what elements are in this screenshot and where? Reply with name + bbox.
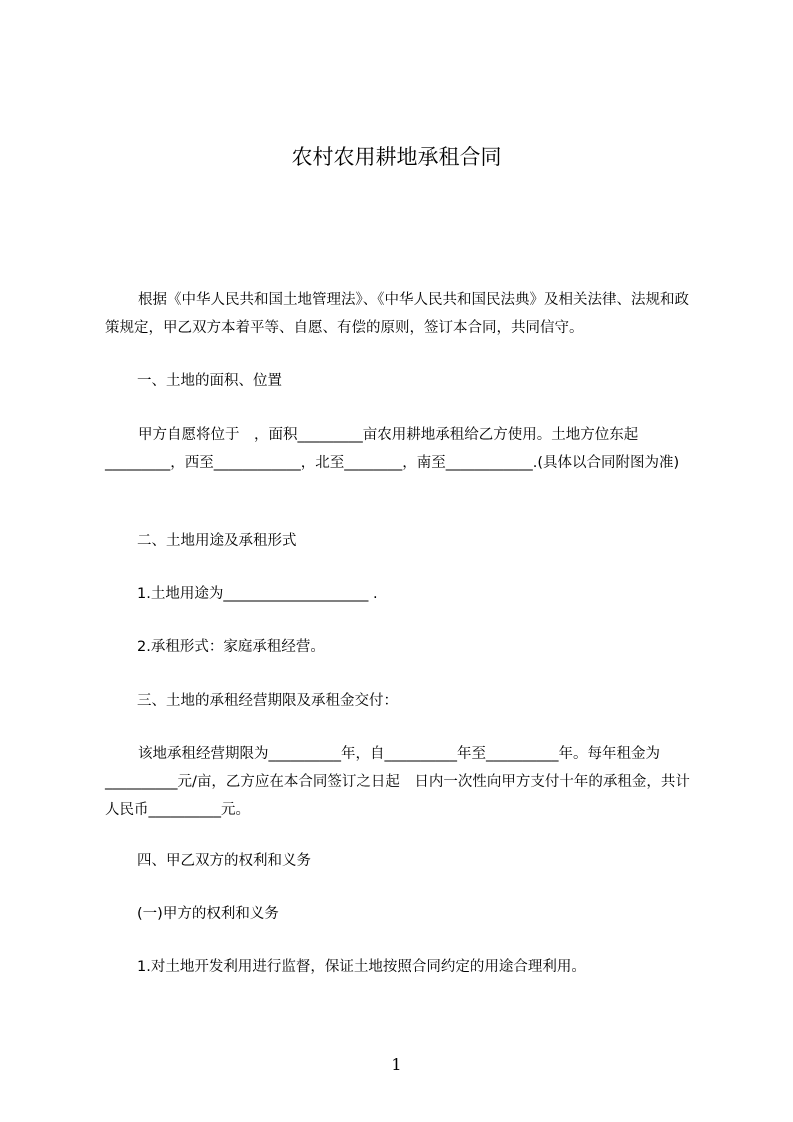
- section-3-body: 该地承租经营期限为__________年，自__________年至__________年。每年租金为__________元/亩，乙方应在本合同签订之日起 日内一次性向甲方支付十年的承租金，共计人民币__________元。: [105, 746, 690, 818]
- section-4-item-1: 1.对土地开发利用进行监督，保证土地按照合同约定的用途合理利用。: [137, 959, 586, 975]
- section-2-item-2: 2.承租形式：家庭承租经营。: [137, 639, 325, 655]
- document-title: 农村农用耕地承租合同: [291, 145, 502, 169]
- section-4-heading: 四、甲乙双方的权利和义务: [137, 853, 311, 869]
- section-1-body: 甲方自愿将位于 ，面积_________亩农用耕地承租给乙方使用。土地方位东起_________，西至____________，北至________，南至____________.(具体以合同附图为准): [105, 427, 680, 471]
- page-number: 1: [391, 1055, 402, 1074]
- section-2-item-1: 1.土地用途为____________________ .: [137, 586, 378, 602]
- section-2-heading: 二、土地用途及承租形式: [137, 533, 297, 549]
- section-1-heading: 一、土地的面积、位置: [137, 373, 282, 389]
- section-3-heading: 三、土地的承租经营期限及承租金交付：: [137, 693, 398, 709]
- intro-paragraph: 根据《中华人民共和国土地管理法》、《中华人民共和国民法典》及相关法律、法规和政策规定，甲乙双方本着平等、自愿、有偿的原则，签订本合同，共同信守。: [105, 292, 689, 336]
- section-4-subheading: (一)甲方的权利和义务: [137, 906, 279, 922]
